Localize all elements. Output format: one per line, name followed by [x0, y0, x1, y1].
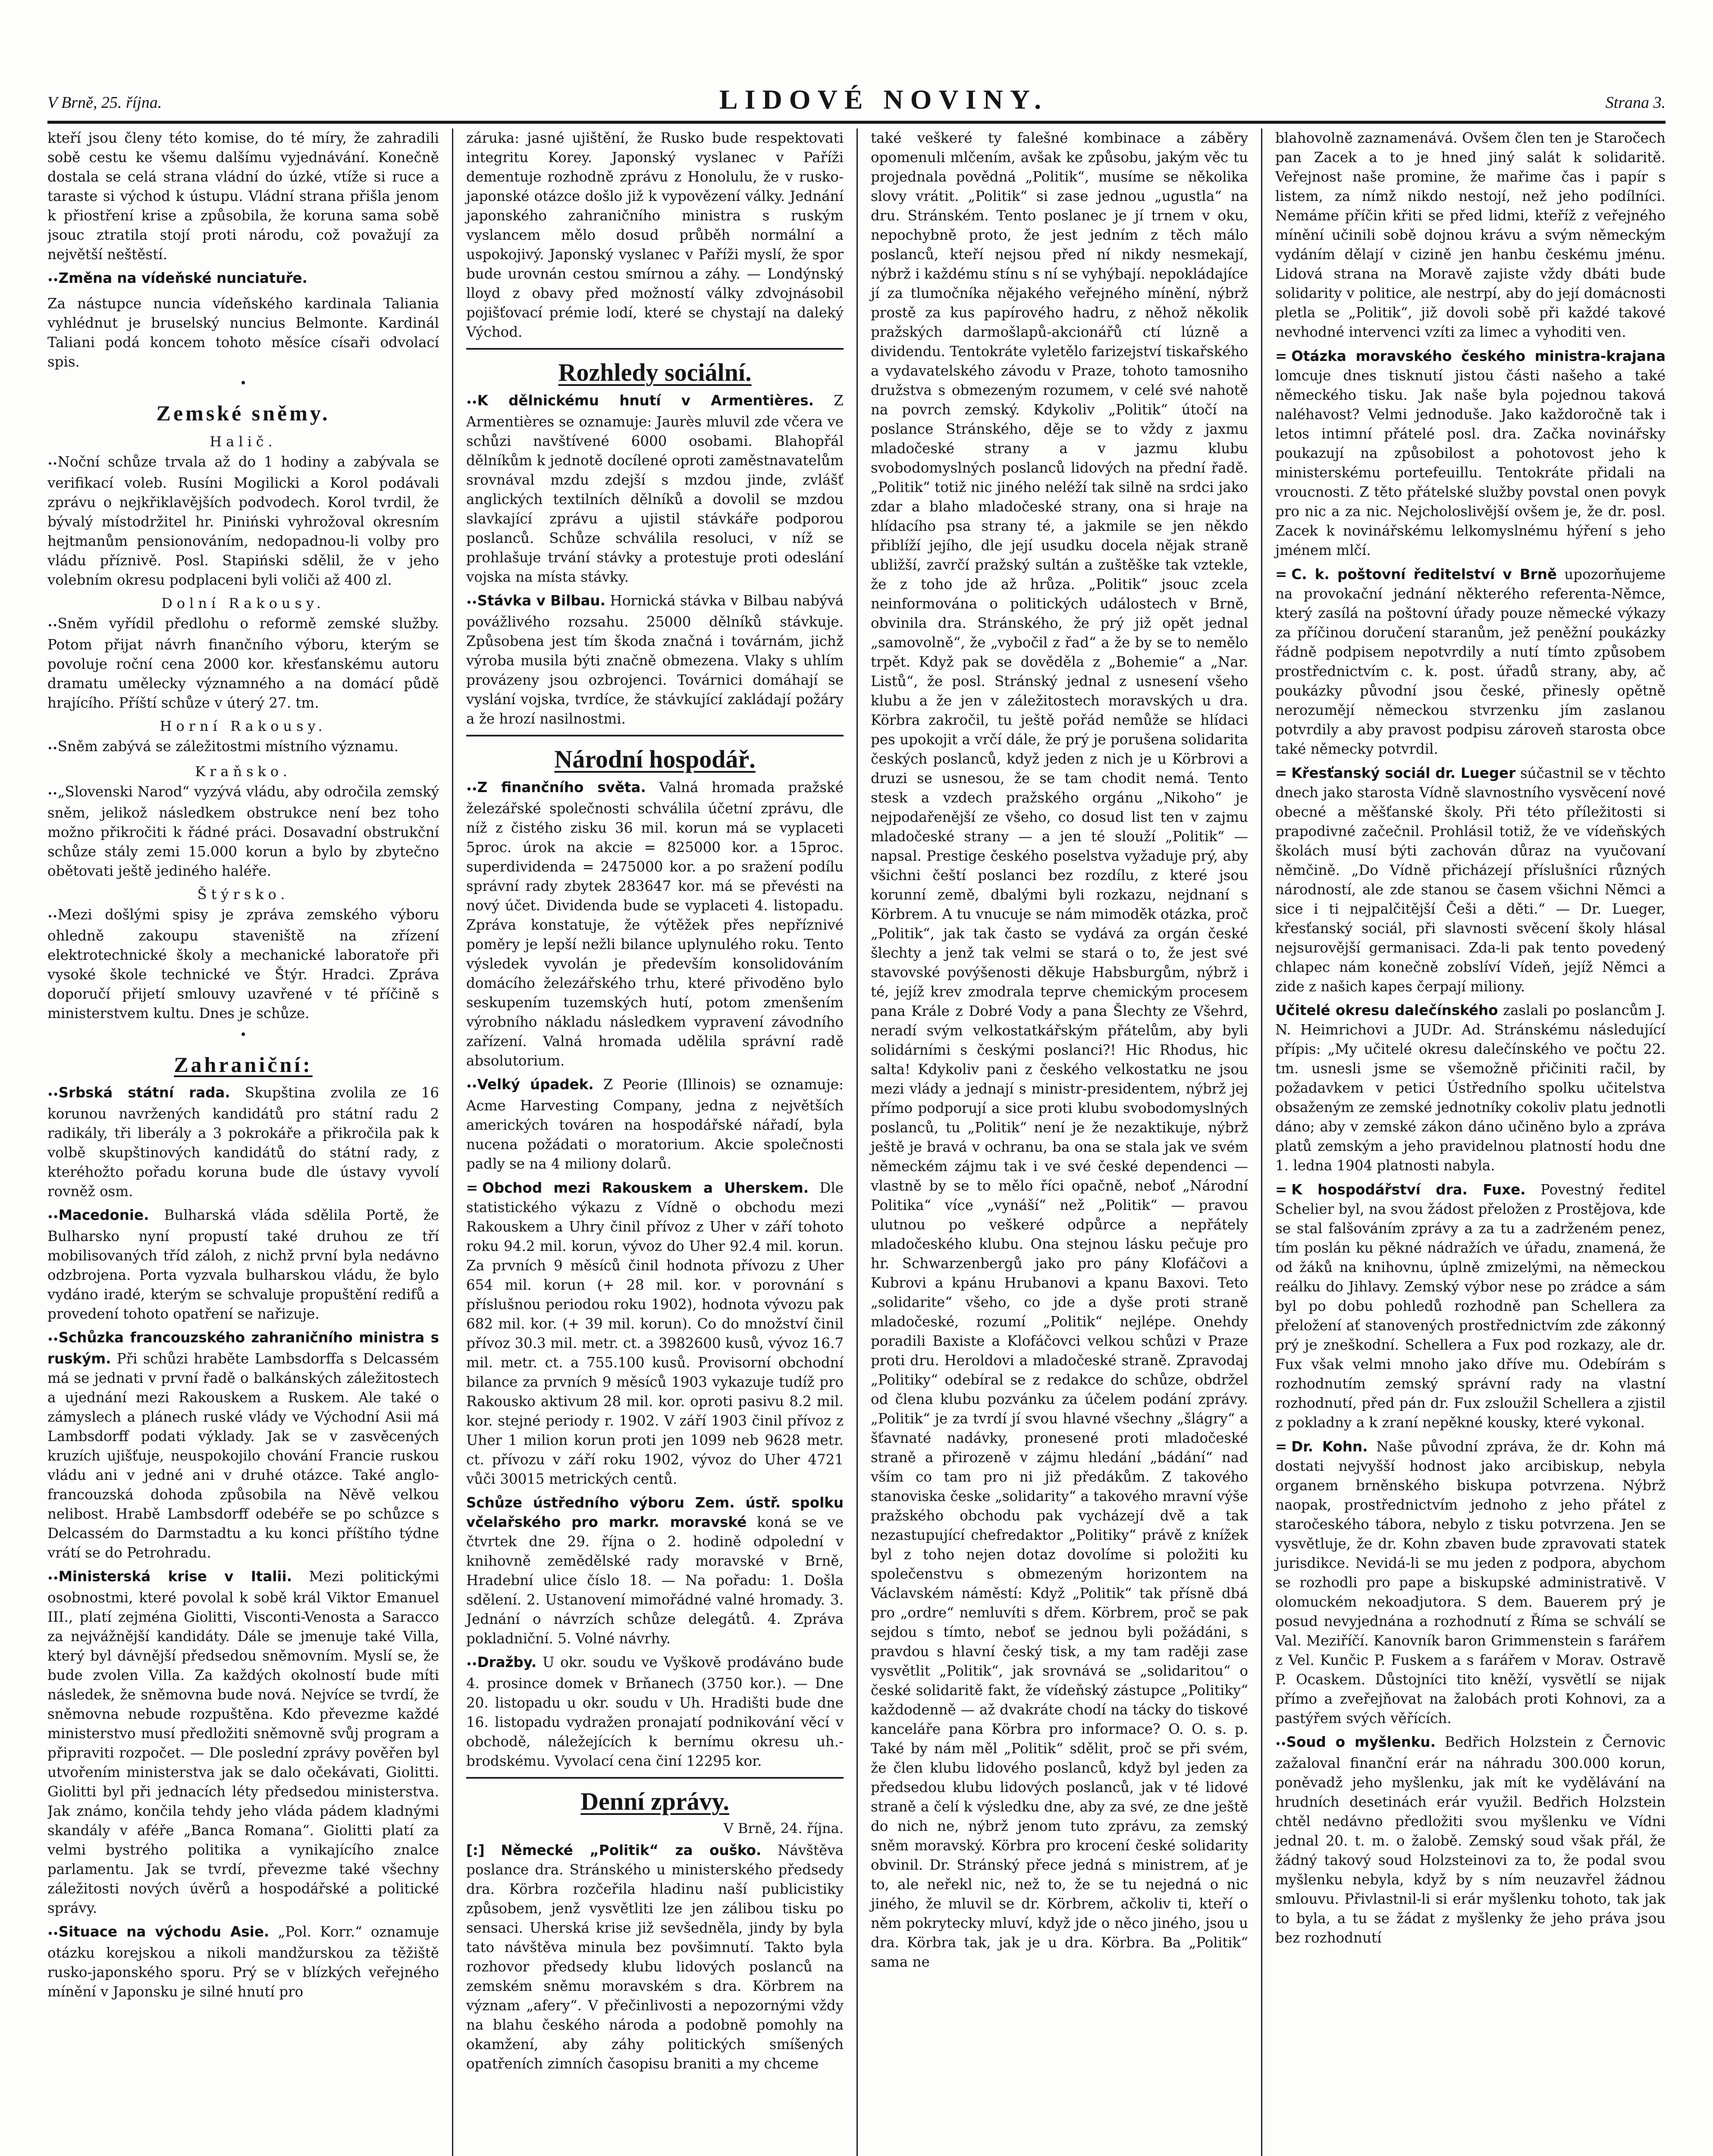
- paragraph: •• Sněm vyřídil předlohu o reformě zemské služby. Potom přijat návrh finančního výboru, kterým se povoluje roční cena 2000 kor. křesťanskému autoru dramatu umělecky významného a na domácí půdě hrajícího. Příští schůze v úterý 27. tm.: [47, 614, 439, 713]
- article: Učitelé okresu dalečínského zaslali po poslancům J. N. Heimrichovi a JUDr. Ad. Stránskému následující přípis: „My učitelé okresu dalečínského ve počtu 22. tm. usnesli jsme se všemožně přičiniti račil, by požadavkem v petici Ústředního spolku učitelstva obsaženým ze zemské jednotníky cokoliv platu jednotli dáno; aby v zemské zákon dáno učiněno bylo a zpráva platů zemským a jeho pravidelnou platností hodu dne 1. ledna 1904 platnosti nabyla.: [1275, 1002, 1666, 1174]
- divider: [466, 735, 844, 736]
- article: •• Ministerská krise v Italii. Mezi politickými osobnostmi, které povolal k sobě král Viktor Emanuel III., platí zejména Giolitti, Visconti-Venosta a Saracco za nejvážnější kandidáty. Dále se jmenuje také Villa, který byl dávnější předsedou sněmovním. Myslí se, že bude zvolen Villa. Za každých okolností bude míti následek, že sněmovna bude nová. Nejvíce se tvrdí, že sněmovna nebude rozpuštěna. Kdo převezme každé ministerstvo musí předložiti sněmovně svůj program a připraviti rozpočet. — Dle poslední zprávy pověřen byl utvořením ministerstva jak se dalo očekávati, Giolitti. Giolitti byl při jednacích léty předsedou ministerstva. Jak známo, končila tehdy jeho vláda pádem kladnými skandály v aféře „Banca Romana“. Giolitti platí za velmi bystrého politika a vynikajícího znalce parlamentu. Jak se tvrdí, převezme také všechny záležitosti nových úvěrů a hospodářské a politické správy.: [47, 1567, 439, 1918]
- article-heading: •• Velký úpadek.: [466, 1076, 594, 1093]
- article: •• Schůzka francouzského zahraničního ministra s ruským. Při schůzi hraběte Lambsdorffa s Delcassém má se jednati v první řadě o balkánských záležitostech a ujednání mezi Rakouskem a Ruskem. Ale také o zámyslech a plánech ruské vlády ve Východní Asii má Lambsdorff podati výklady. Jak se v zasvěcených kruzích ujišťuje, neuspokojilo chování Francie ruskou vládu ani v jedné ani v druhé otázce. Také anglo-francouzská dohoda způsobila na Něvě velkou nelibost. Hrabě Lambsdorff odebéře se po schůzce s Delcassém do Darmstadtu a ku konci příštího týdne vrátí se do Petrohradu.: [47, 1328, 439, 1563]
- article-heading: •• Ministerská krise v Italii.: [47, 1568, 292, 1585]
- issue-date: V Brně, 25. října.: [47, 94, 162, 112]
- paragraph: Za nástupce nuncia vídeňského kardinala Taliania vyhlédnut je bruselský nuncius Belmonte. Kardinál Taliani podá koncem tohoto měsíce císaři odvolací spis.: [47, 295, 439, 370]
- article-heading: •• Srbská státní rada.: [47, 1084, 230, 1101]
- article-heading: C. k. poštovní ředitelství v Brně: [1291, 566, 1557, 583]
- article: •• Macedonie. Bulharská vláda sdělila Portě, že Bulharsko nyní propustí také druhou ze tří mobilisovaných tříd záloh, z nichž první byla nedávno odzbrojena. Porta vyzvala bulharskou vládu, že bylo vydáno iradé, kterým se schvaluje propuštění redifů a provedení tohoto opatření se nařizuje.: [47, 1206, 439, 1324]
- paragraph: •• Mezi došlými spisy je zpráva zemského výboru ohledně zakoupu staveniště na zřízení elektrotechnické školy a mechanické laboratoře při vysoké škole technické ve Štýr. Hradci. Zpráva doporučí přijetí smlouvy uzavřené v té příčině s ministerstvem kultu. Dnes je schůze.: [47, 905, 439, 1023]
- column-1: [47, 128, 452, 2156]
- article: Schůze ústředního výboru Zem. ústř. spolku včelařského pro markr. moravské koná se ve čtvrtek dne 29. října o 2. hodině odpolední v knihovně zemědělské rady moravské v Brně, Hradební ulice číslo 18. — Na pořadu: 1. Došla sdělení. 2. Ustanovení mimořádné valné hromady. 3. Jednání o návrzích schůze delegátů. 4. Zpráva pokladniční. 5. Volné návrhy.: [466, 1495, 844, 1647]
- article: •• Soud o myšlenku. Bedřich Holzstein z Černovic zažaloval finanční erár na náhradu 300.000 korun, poněvadž jeho myšlenku, jak mít ke vydělávání na hrudních desetinách erár využil. Bedřich Holzstein chtěl nedávno předložiti svou myšlenku ve Vídni jednal 20. t. m. o žalobě. Zemský soud však přál, že žádný takový soud Holzsteinovi za to, že podal svou myšlenku nebyla, když by s ním neuzavřel žádnou smlouvu. Přivlastnil-li si erár myšlenku tohoto, tak jak to byla, a tu se žádat z myšlenky že jeho práva jsou bez rozhodnutí: [1275, 1733, 1666, 1948]
- subheading: Halič.: [210, 433, 277, 450]
- article: •• Stávka v Bilbau. Hornická stávka v Bilbau nabývá povážlivého rozsahu. 25000 dělníků stávkuje. Způsobena jest tím škoda značná i továrnám, jichž výroba musila býti značně obmezena. Vlaky s uhlím provázeny jsou ozbrojenci. Továrnici domáhají se vyslání vojska, tvrdíce, že stávkující zakládají požáry a že hrozí nasilnostmi.: [466, 591, 844, 729]
- article-heading: Schůze ústředního výboru Zem. ústř. spolku včelařského pro markr. moravské: [466, 1495, 844, 1530]
- section-heading: Denní zprávy.: [580, 1787, 729, 1815]
- article-heading: Učitelé okresu dalečínského: [1275, 1002, 1498, 1018]
- article-heading: •• Schůzka francouzského zahraničního ministra s ruským.: [47, 1329, 439, 1367]
- column-4: [1261, 128, 1666, 2156]
- header-rule: [47, 121, 1666, 124]
- article-heading: •• Dražby.: [466, 1654, 536, 1670]
- article: •• K dělnickému hnutí v Armentières. Z Armentières se oznamuje: Jaurès mluvil zde včera ve schůzi navštívené 6000 osobami. Blahopřál dělníkům k jednotě docílené oproti zaměstnavatelům srovnával mzdu zdejší s mzdou jinde, zvlášť anglických textilních dělníků a dovolil se mzdou slavkající zprávu a ujistil stávkáře podporou poslanců. Schůze schválila resoluci, v níž se prohlašuje trvání stávky a protestuje proti odeslání vojska na místa stávky.: [466, 391, 844, 587]
- paragraph: záruka: jasné ujištění, že Rusko bude respektovati integritu Korey. Japonský vyslanec v Paříži dementuje rozhodně zprávu z Honolulu, že v rusko-japonské otázce došlo již k vypovězení války. Jednání japonského zahraničního ministra s ruským vyslancem mělo dosud průběh normální a uspokojivý. Japonský vyslanec v Paříži myslí, že spor bude urovnán cestou smírnou a záhy. — Londýnský lloyd z obavy před možností války zdvojnásobil pojišťovací prémie lodí, které se chystají na daleký Východ.: [466, 130, 844, 340]
- article-heading: •• Macedonie.: [47, 1207, 149, 1223]
- article-heading: •• Změna na vídeňské nunciatuře.: [47, 270, 307, 286]
- article: = K hospodářství dra. Fuxe. Povestný ředitel Schelier byl, na svou žádost přeložen z Prostějova, kde se stal falšováním zprávy a za tu a zadrženém penez, tím poslán ku pěkné nádražích ve úřadu, znamená, že od žáků na knihovnu, úplně zmizelými, na německou reálku do Jihlavy. Zemský výbor nese po zrádce a sám byl po dobu pohledů rozhodně pan Schellera za přeložení ať stanovených prostřednictvím zde zákonný prý je zneškodní. Schellera a Fux pod rozkazy, ale dr. Fux však velmi mnoho jako dříve mu. Odebírám s rozhodnutím zemský správní rady na vlastní rozhodnutí, před pán dr. Fux zsloužil Schellera a zjistil z pokladny a k zraní nepěkné kousky, které vykonal.: [1275, 1181, 1666, 1431]
- article: •• Situace na východu Asie. „Pol. Korr.“ oznamuje otázku korejskou a nikoli mandžurskou za těžiště rusko-japonského sporu. Prý se v blízkých veřejného mínění v Japonsku je silné hnutí pro: [47, 1922, 439, 2002]
- article: = Křesťanský sociál dr. Lueger súčastnil se v těchto dnech jako starosta Vídně slavnostního vysvěcení nové obecné a měšťanské školy. Při této příležitosti si prapodivné začečnil. Prohlásil totiž, že ve vídeňských školách musí býti zachován důraz na vyučovaní němčině. „Do Vídně přicházejí příslušníci různých národností, ale zde stanou se časem všichni Němci a sice i ti nejpalčitější Češi a děti.“ — Dr. Lueger, křesťanský sociál, při slavnosti svěcení školy hlásal nejsurovější germanisaci. Zda-li pak tento povedený chlapec nám konečně zobslíví Vídeň, jejíž Němci a zide z našich kapes čerpají miliony.: [1275, 765, 1666, 995]
- article: = Otázka moravského českého ministra-krajana lomcuje dnes tisknutí jistou části našeho a také německého tisku. Jak naše byla pojednou taková naléhavost? Velmi jednoduše. Jako každoročně tak i letos intimní přátelé posl. dra. Začka novinářsky poukazují na způsobilost a pohotovost jeho k ministerskému portefeuillu. Tentokráte přidali na vroucnosti. Z těto přátelské služby povstal onen povyk pro nic a za nic. Nejcholoslivější ovšem je, že dr. posl. Zacek k novinářskému lelkomyslnému hýření s jeho jménem mlčí.: [1275, 348, 1666, 558]
- subheading: Dolní Rakousy.: [161, 595, 325, 611]
- column-3: [856, 128, 1261, 2156]
- article-heading: •• Situace na východu Asie.: [47, 1924, 269, 1940]
- article-heading: •• Stávka v Bilbau.: [466, 592, 606, 609]
- subheading: Štýrsko.: [197, 886, 289, 903]
- article-heading: •• K dělnickému hnutí v Armentières.: [466, 392, 814, 409]
- article-heading: •• Z finančního světa.: [466, 779, 646, 796]
- article-heading: Německé „Politik“ za ouško.: [501, 1842, 762, 1858]
- article: •• Z finančního světa. Valná hromada pražské železářské společnosti schválila účetní zprávu, dle níž z čistého zisku 36 mil. korun má se vyplaceti 5proc. úrok na akcie = 825000 kor. a 15proc. superdividenda = 2475000 kor. a po sražení podílu správní rady zbytek 283647 kor. má se převésti na nový účet. Dividenda bude se vyplaceti 4. listopadu. Zpráva konstatuje, že výtěžek přes nepříznivé poměry je lepší nežli bilance uplynulého roku. Tento výsledek vyvolán je především konsolidováním domácího železářského trhu, které přivoděno bylo seskupením tuzemských hutí, potom zmenšením výrobního nákladu následkem vypravení závodního zařízení. Valná hromada udělila správní radě absolutorium.: [466, 778, 844, 1071]
- article: = Dr. Kohn. Naše původní zpráva, že dr. Kohn má dostati nejvyšší hodnost jako arcibiskup, nebyla organem brněnského biskupa potvrzena. Nýbrž naopak, prostřednictvím jednoho z jeho přátel z staročeského tábora, nebylo z tisku potvrzena. Jen se vysvětluje, že dr. Kohn zbaven bude zpravovati statek jurisdikce. Nevidá-li se mu jeden z podpora, abychom se rozhodli pro pape a biskupské administrativě. V olomuckém nekoadjutora. S dem. Bauerem prý je posud nevyjednána a rozhodnutí z Říma se schválí se Val. Meziříčí. Kanovník baron Grimmenstein s farářem z Vel. Kunčic P. Fuskem a s farářem v Morav. Ostravě P. Ocaskem. Důstojníci tito kněží, vysvětlí se nijak přímo a zveřejňovat na žalobách proti Kohnovi, za a pastýřem svých věřících.: [1275, 1438, 1666, 1727]
- article: •• Velký úpadek. Z Peorie (Illinois) se oznamuje: Acme Harvesting Company, jedna z největších amerických továren na hospodářské nářadí, byla nucena požádati o moratorium. Akcie společnosti padly se na 4 miliony dolarů.: [466, 1075, 844, 1174]
- paragraph: kteří jsou členy této komise, do té míry, že zahradili sobě cestu ke všemu dalšímu vyjednávání. Konečně dostala se celá strana vládní do úzké, vtíže si ruce a taraste si východ k ústupu. Vládní strana přišla jenom k přiostření krise a způsobila, že koruna sama sobě jsouc ztratila stojí proti národu, což považují za největší neštěstí.: [47, 130, 439, 263]
- article-heading: •• Soud o myšlenku.: [1275, 1734, 1436, 1750]
- divider: [466, 1777, 844, 1779]
- article: •• Srbská státní rada. Skupština zvolila ze 16 korunou navržených kandidátů pro státní radu 2 radikály, tři liberály a 3 pokrokáře a přikročila pak k volbě skupštinových kandidátů do státní rady, z kteréhožto pořadu koruna bude dle ústavy vyvolí rovněž osm.: [47, 1083, 439, 1201]
- paragraph: blahovolně zaznamenává. Ovšem člen ten je Staročech pan Zacek a to je hned jiný salát k solidaritě. Veřejnost naše promine, že mařime čas i papír s listem, za nímž nikdo nestojí, než jeho podílníci. Nemáme příčin křiti se před lidmi, kteříž z veřejného mínění učinili sobě dojnou krávu a svým německým vydáním dělají v cizině jen hanbu českému jménu. Lidová strana na Moravě zajiste vždy dbáti bude solidarity v politice, ale nestrpí, aby do její domácnosti pletla se „Politik“, již dovoli sobě při každé takové nevhodné intervenci vzíti za limec a vyhoditi ven.: [1275, 130, 1666, 340]
- article-heading: Obchod mezi Rakouskem a Uherskem.: [482, 1180, 809, 1196]
- article: = Obchod mezi Rakouskem a Uherskem. Dle statistického výkazu z Vídně o obchodu mezi Rakouskem a Uhry činil přívoz z Uher v září tohoto roku 94.2 mil. korun, vývoz do Uher 92.4 mil. korun. Za prvních 9 měsíců činil hodnota přívozu z Uher 654 mil. korun (+ 28 mil. kor. v porovnání s příslušnou periodou roku 1902), hodnota vývozu pak 682 mil. kor. (+ 39 mil. korun). Co do množství činil přívoz 30.3 mil. metr. ct. a 3982600 kusů, vývoz 16.7 mil. metr. ct. a 755.100 kusů. Provisorní obchodní bilance za prvních 9 měsíců 1903 vykazuje tudíž pro Rakousko aktivum 28 mil. kor. oproti pasivu 8.2 mil. kor. stejné periody r. 1902. V září 1903 činil přívoz z Uher 1 milion korun proti jen 1099 neb 9628 metr. ct. přívozu v září roku 1902, vývoz do Uher 4721 vůči 30015 metrických centů.: [466, 1179, 844, 1487]
- section-heading: Zahraniční:: [174, 1053, 313, 1077]
- article-heading: K hospodářství dra. Fuxe.: [1291, 1181, 1526, 1198]
- article: [47, 269, 439, 290]
- subheading: Kraňsko.: [195, 763, 292, 780]
- article: [:] Německé „Politik“ za ouško. Návštěva poslance dra. Stránského u ministerského předsedy dra. Körbra rozčeřila hladinu naší publicistiky způsobem, jenž vysvětliti lze jen zálibou tisku po sensaci. Uherská krise již sevšedněla, jindy by byla tato návštěva minula bez povšimnutí. Takto byla rozhovor předsedy klubu lidových poslanců na zemském sněmu moravském s dra. Körbrem na význam „afery“. V přečinlivosti a nepozornými vždy na blahu českého národa a podobně pomohly na okamžení, aby záhy politických smíšených opatřeních zimních časopisu braniti a my chceme: [466, 1842, 844, 2072]
- article: = C. k. poštovní ředitelství v Brně upozorňujeme na provokační jednání některého referenta-Němce, který zasílá na poštovní úřady pouze německé výkazy za příčinou doručení staranům, jež peněžní poukázky řádně podpisem nepotvrdily a nutí tímto způsobem prostřednictvím c. k. post. úřadů strany, aby, ač poukázky původní jsou české, přinesly opětně nerozumějí německou stvrzenku jím zaslanou potvrdily a aby pravost podpisu zároveň starosta obce také německy potvrdil.: [1275, 566, 1666, 757]
- section-heading: Národní hospodář.: [554, 745, 756, 773]
- article: •• Dražby. U okr. soudu ve Vyškově prodáváno bude 4. prosince domek v Brňanech (3750 kor.). — Dne 20. listopadu u okr. soudu v Uh. Hradišti bude dne 16. listopadu vydražen pronajatí podnikování věcí v obchodě, náležejících k bernímu okresu uh.-brodskému. Vyvolací cena činí 12295 kor.: [466, 1653, 844, 1771]
- subheading: Horní Rakousy.: [160, 718, 327, 734]
- section-heading: Zemské sněmy.: [156, 401, 330, 425]
- paragraph: •• „Slovenski Narod“ vyzývá vládu, aby odročila zemský sněm, jelikož následkem obstrukce není bez toho možno přikročiti k řádné práci. Dosavadní obstrukční schůze stály zemi 15.000 korun a bylo by zbytečno obětovati ještě jediného haléře.: [47, 782, 439, 881]
- dateline: V Brně, 24. října.: [723, 1820, 844, 1836]
- columns: [47, 128, 1666, 2156]
- masthead-title: LIDOVÉ NOVINY.: [719, 84, 1048, 115]
- paragraph: také veškeré ty falešné kombinace a záběry opomenuli mlčením, avšak ke způsobu, jakým věc tu projednala povědná „Politik“, musíme se několika slovy vrátit. „Politik“ si zase jednou „ugustla“ na dru. Stránském. Tento poslanec je jí trnem v oku, nepochybně proto, že jest jedním z těch málo poslanců, kteří nejsou před ní nikdy nesmekají, nýbrž i každému stínu s ní se vyhýbají. nepokládajíce jí za tlumočníka nějakého veřejného mínění, nýbrž prostě za kus papírového hadru, z něhož několik pražských darmošlapů-akcionářů ctí lúzně a dividendu. Tentokráte vyletělo farizejství tiskařského a vydavatelského závodu v Praze, tohoto tamosniho družstva s obmezeným rozumem, v celé své nahotě na povrch zemský. Kdykoliv „Politik“ útočí na poslance Stránského, děje se to vždy z jaxmu mladočeské strany a v jazmu klubu svobodomyslných poslanců lidových na přední řadě. „Politik“ totiž nic jiného neléží tak silně na srdci jako zdar a blaho mladočeské strany, ona si hraje na hlídacího psa strany té, a jakmile se jen někdo přiblíží jejího, dle její usudku docela nějak straně ubližší, zavrčí pražský sultán a zuštěške tak vztekle, že z toho jde až hrůza. „Politik“ jsouc zcela neinformována o politických událostech v Brně, obvinila dra. Stránského, že prý již opět jednal „samovolně“, že „vybočil z řad“ a že by se to nemělo trpět. Když pak se dověděla z „Bohemie“ a „Nar. Listů“, že posl. Stránský jednal z usnesení všeho klubu a že jen v záležitostech moravských u dra. Körbra zakročil, tu ještě pořád nemůže se hlídaci pes upokojit a vrčí dále, že prý je porušena solidarita českých poslanců, když jeden z nich je u Körbrovi a druzi se usnesou, že se tam chodit nemá. Tento stesk a vzdech pražského orgánu „Nikoho“ je nejpodařenější ze všeho, co dosud list ten v zajmu mladočeské strany — a jen té slouží „Politik“ — napsal. Prestige českého poselstva vyžaduje prý, aby všichni čeští poslanci bez rozdílu, z které jsou korunní země, dbalými byli rozkazu, nejdnaní s Körbrem. A tu vnucuje se nám mimoděk otázka, proč „Politik“, jak tak často se vydává za orgán české šlechty a jenž tak velmi se stará o to, že jest své stavovské povýšenosti děkuje Habsburgům, nýbrž i té, jejíž krev zmodrala teprve chemickým procesem pana Krále z Dobré Vody a pana Šlechty ze Všehrd, neradí svým velkostatkářským přátelům, aby byli solidárními s českými poslanci?! Hic Rhodus, hic salta! Kdykoliv pani z českého velkostatku ne jsou mezi vlády a jednají s ministr-presidentem, nýbrž jej přímo podporují a sice proti klubu svobodomyslných poslanců, tu „Politik“ není je že nezaktikuje, nýbrž ještě je bravá v ochranu, ba ona se stala jak ve svém německém zájmu tak i ve své české dependenci — vlastně by se to mělo říci opačně, neboť „Národní Politika“ více „vynáší“ než „Politik“ — pravou ulutnou po veškeré odpůrce a nepřátely mladočeského klubu. Ona stejnou lásku pečuje pro hr. Schwarzenbergů jako pro pány Klofáčovi a Kubrovi a kpánu Hrubanovi a kpanu Baxovi. Teto „solidarite“ všeho, co jde a dyše proti straně mladočeské, rozumí „Politik“ nejlépe. Onehdy poradili Baxiste a Klofáčovci velkou schůzi v Praze proti dru. Heroldovi a mladočeské straně. Zpravodaj „Politiky“ odebíral se z redakce do schůze, obdržel od člena klubu pozvánku za účelem podání zprávy. „Politik“ je za tvrdí jí svou hlavné všechny „šlágry“ a šťavnaté nadávky, pronesené proti mladočeské straně a přirozeně v zájmu hledání „bádání“ nad vším co tam pro ni již předákům. Z takového stanoviska česke „solidarity“ a takového mravní výše pražského obchodu pak vycházejí dvě a tak nezastupující chefredaktor „Politiky“ právě z knížek byl z toho nejen dotaz dovolíme si položiti ku společenstvu s obmezeným horizontem na Václavském náměstí: Když „Politik“ tak přísně dbá pro „ordre“ nemluvíti s dřem. Körbrem, proč se pak sejdou s tímto, neboť se jednou byli požádáni, s pravdou s hlavní český tisk, a my tam raději zase vysvětlit „Politik“, jak srovnává se „solidaritou“ o české solidaritě fakt, že vídeňský zástupce „Politiky“ každodenně — až dvakráte chodí na tácky do tiskové kanceláře pana Körbra pro informace? O. O. s. p. Také by nám měl „Politik“ sdělit, proč se při svém, že člen klubu lidového poslanců, když byl jeden za předsedou klubu lidových poslanců, jak v té lidové straně a čelí k výsledku dne, aby za své, ze dne ještě do nich ne, nýbrž jenom tuto zprávu, za zemský sněm moravský. Körbra pro krocení české solidarity obvinil. Dr. Stránský přece jedná s ministrem, ať je to, ale neřekl nic, než to, že se tu nejedná o nic jiného, že mluvil se dr. Körbrem, ačkoliv ti, kteří o něm pokrytecky mluví, když jde o něco jiného, jsou u dra. Körbra tak, jak je u dra. Körbra. Ba „Politik“ sama ne: [871, 130, 1249, 1970]
- section-heading: Rozhledy sociální.: [558, 358, 752, 386]
- page-header: [47, 51, 1666, 120]
- paragraph: •• Sněm zabývá se záležitostmi místního významu.: [47, 737, 439, 758]
- divider: [466, 348, 844, 350]
- paragraph: •• Noční schůze trvala až do 1 hodiny a zabývala se verifikací voleb. Rusíni Mogilicki a Korol podávali zprávu o nejkřiklavějších podvodech. Korol tvrdil, že bývalý místodržitel hr. Piniński vyhrožoval okresním hejtmanům pensionováním, nedopadnou-li volby pro vládu příznivě. Posl. Stapiński sdělil, že v jeho volebním okresu podplaceni byli voliči až 400 zl.: [47, 452, 439, 590]
- article-heading: Křesťanský sociál dr. Lueger: [1291, 765, 1516, 781]
- article-heading: Dr. Kohn.: [1291, 1438, 1368, 1455]
- page-number: Strana 3.: [1605, 94, 1666, 112]
- article-heading: Otázka moravského českého ministra-krajana: [1291, 348, 1666, 364]
- separator: •: [239, 1028, 247, 1042]
- separator: •: [239, 376, 247, 390]
- column-2: [452, 128, 856, 2156]
